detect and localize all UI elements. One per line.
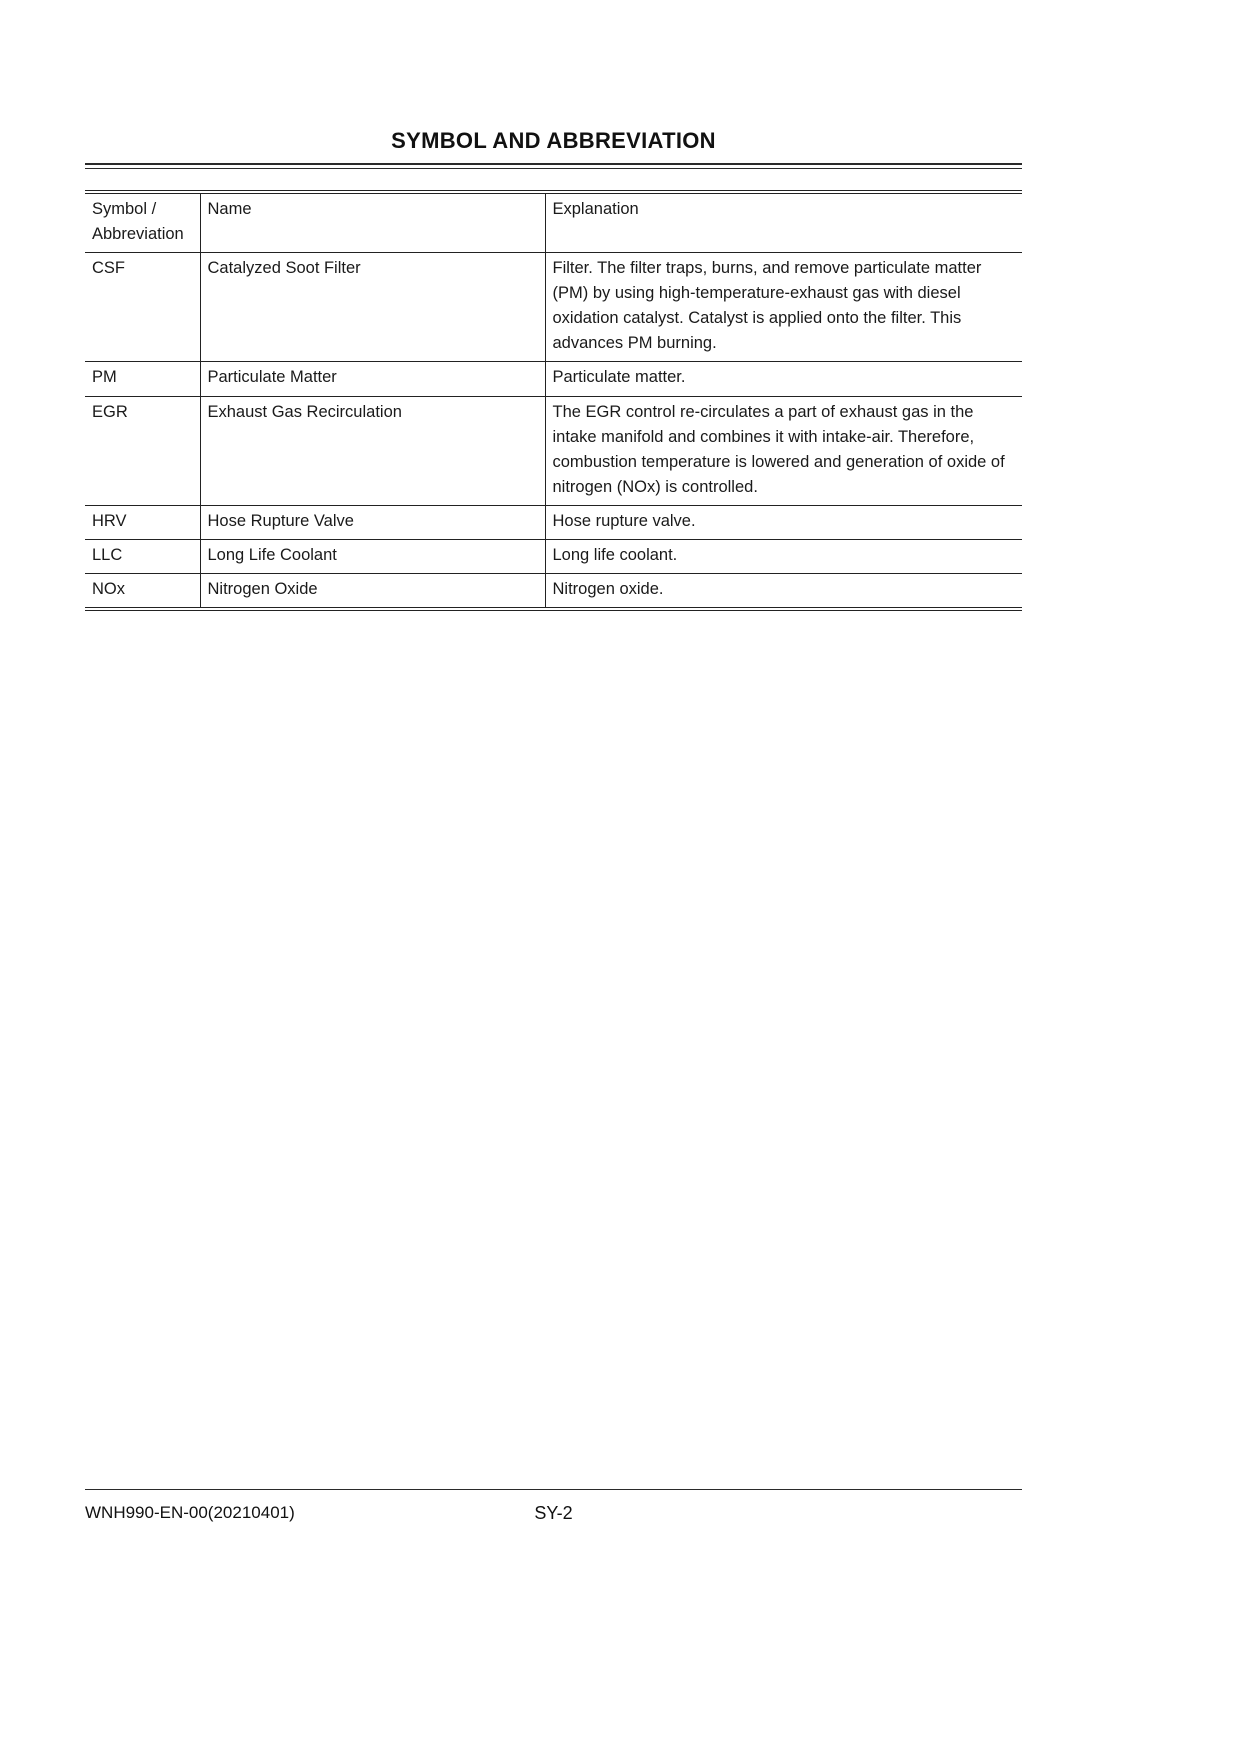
header-symbol-abbreviation: Symbol / Abbreviation bbox=[85, 192, 200, 253]
table-row bbox=[85, 396, 1022, 505]
cell-symbol: LLC bbox=[85, 539, 200, 573]
cell-symbol: HRV bbox=[85, 505, 200, 539]
cell-explanation: Hose rupture valve. bbox=[545, 505, 1022, 539]
footer-page-number: SY-2 bbox=[534, 1503, 573, 1523]
header-name: Name bbox=[200, 192, 545, 253]
cell-explanation: Particulate matter. bbox=[545, 362, 1022, 396]
cell-explanation: The EGR control re-circulates a part of exhaust gas in the intake manifold and combines it with intake-air. Therefore, combustion temperature is lowered and generation of oxide of nitrogen (NOx) is controlled. bbox=[545, 396, 1022, 505]
table-header-row bbox=[85, 192, 1022, 253]
page-content bbox=[85, 0, 1022, 611]
table-row bbox=[85, 362, 1022, 396]
header-explanation: Explanation bbox=[545, 192, 1022, 253]
table-row bbox=[85, 505, 1022, 539]
cell-name: Particulate Matter bbox=[200, 362, 545, 396]
title-divider-rule bbox=[85, 163, 1022, 169]
page-title: SYMBOL AND ABBREVIATION bbox=[391, 128, 716, 153]
cell-name: Exhaust Gas Recirculation bbox=[200, 396, 545, 505]
cell-symbol: NOx bbox=[85, 574, 200, 610]
cell-name: Catalyzed Soot Filter bbox=[200, 253, 545, 362]
page-footer bbox=[85, 1489, 1022, 1524]
table-row bbox=[85, 539, 1022, 573]
cell-explanation: Nitrogen oxide. bbox=[545, 574, 1022, 610]
cell-explanation: Filter. The filter traps, burns, and remove particulate matter (PM) by using high-temperature-exhaust gas with diesel oxidation catalyst. Catalyst is applied onto the filter. This advances PM burning. bbox=[545, 253, 1022, 362]
cell-symbol: EGR bbox=[85, 396, 200, 505]
abbreviation-table bbox=[85, 190, 1022, 611]
cell-name: Long Life Coolant bbox=[200, 539, 545, 573]
footer-document-code: WNH990-EN-00(20210401) bbox=[85, 1503, 295, 1522]
cell-name: Hose Rupture Valve bbox=[200, 505, 545, 539]
table-row bbox=[85, 574, 1022, 610]
table-row bbox=[85, 253, 1022, 362]
cell-symbol: CSF bbox=[85, 253, 200, 362]
cell-name: Nitrogen Oxide bbox=[200, 574, 545, 610]
cell-symbol: PM bbox=[85, 362, 200, 396]
cell-explanation: Long life coolant. bbox=[545, 539, 1022, 573]
